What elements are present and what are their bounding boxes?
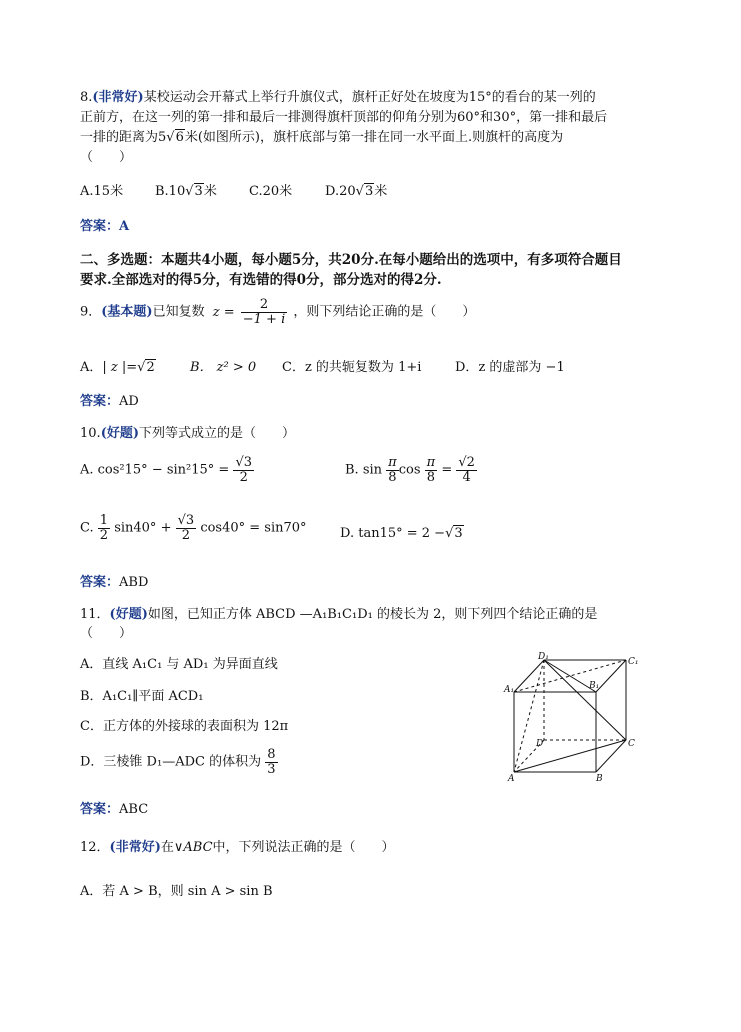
- q9-option-b: B． z² > 0: [190, 360, 257, 375]
- q11-option-d: D．三棱锥 D₁—ADC 的体积为 $\frac{8}{3}$: [80, 747, 276, 777]
- q11-paren: （ ）: [80, 626, 133, 641]
- cube-figure: [500, 650, 650, 785]
- cube-label-a: A: [508, 774, 515, 784]
- cube-label-a1: A₁: [504, 685, 515, 695]
- q9-stem: 9．(基本题)已知复数 z = $\frac{2}{-1 + i}$ ，则下列结论正确的是（ ）: [80, 297, 476, 327]
- q8-paren: （ ）: [80, 150, 133, 165]
- q11-stem: 11．(好题)如图，已知正方体 ABCD —A₁B₁C₁D₁ 的棱长为 2，则下列四个结论正确的是: [80, 607, 598, 622]
- q12-stem: 12．(非常好)在∨ABC中，下列说法正确的是（ ）: [80, 840, 395, 855]
- q10-option-a: A. cos²15° − sin²15° = $\frac{√3}{2}$: [80, 455, 253, 485]
- q10-option-c: C. $\frac{1}{2}$ sin40° + $\frac{√3}{2}$ cos40° = sin70°: [80, 513, 307, 543]
- q10-answer: 答案：ABD: [80, 575, 149, 590]
- cube-label-c: C: [628, 739, 635, 749]
- q8-line3: 一排的距离为5√6米(如图所示)，旗杆底部与第一排在同一水平面上.则旗杆的高度为: [80, 130, 564, 145]
- cube-label-b1: B₁: [589, 681, 600, 691]
- q8-option-c: C.20米: [249, 184, 293, 199]
- q9-option-a: A．| z |=√2: [80, 360, 155, 375]
- q8-option-b: B.10√3米: [155, 184, 217, 199]
- q12-option-a: A．若 A > B，则 sin A > sin B: [80, 884, 273, 899]
- section2-line1: 二、多选题：本题共4小题，每小题5分，共20分.在每小题给出的选项中，有多项符合题目: [80, 252, 622, 268]
- q8-answer: 答案：A: [80, 219, 130, 234]
- q8-option-a: A.15米: [80, 184, 124, 199]
- section2-line2: 要求.全部选对的得5分，有选错的得0分，部分选对的得2分.: [80, 272, 442, 288]
- q8-option-d: D.20√3米: [325, 184, 388, 199]
- q10-option-b: B. sin $\frac{\pi}{8}$ cos $\frac{\pi}{8}$ = $\frac{√2}{4}$: [345, 455, 475, 485]
- q8-tag: (非常好): [92, 90, 144, 105]
- q10-option-d: D. tan15° = 2 −√3: [340, 526, 463, 541]
- cube-label-d: D: [536, 739, 544, 749]
- cube-label-b: B: [596, 774, 603, 784]
- q9-answer: 答案：AD: [80, 394, 139, 409]
- q8-line1: 8.(非常好)某校运动会开幕式上举行升旗仪式，旗杆正好处在坡度为15°的看台的某一列的: [80, 90, 596, 105]
- q11-option-b: B．A₁C₁∥平面 ACD₁: [80, 689, 204, 704]
- q10-stem: 10.(好题)下列等式成立的是（ ）: [80, 426, 296, 441]
- cube-label-c1: C₁: [628, 657, 639, 667]
- q8-line2: 正前方，在这一列的第一排和最后一排测得旗杆顶部的仰角分别为60°和30°，第一排和最后: [80, 110, 608, 125]
- q11-option-c: C．正方体的外接球的表面积为 12π: [80, 719, 289, 734]
- q11-answer: 答案：ABC: [80, 802, 149, 817]
- q9-option-c: C．z 的共轭复数为 1+i: [282, 360, 422, 375]
- q11-option-a: A．直线 A₁C₁ 与 AD₁ 为异面直线: [80, 657, 278, 672]
- q9-option-d: D．z 的虚部为 −1: [455, 360, 565, 375]
- cube-label-d1: D₁: [538, 652, 549, 662]
